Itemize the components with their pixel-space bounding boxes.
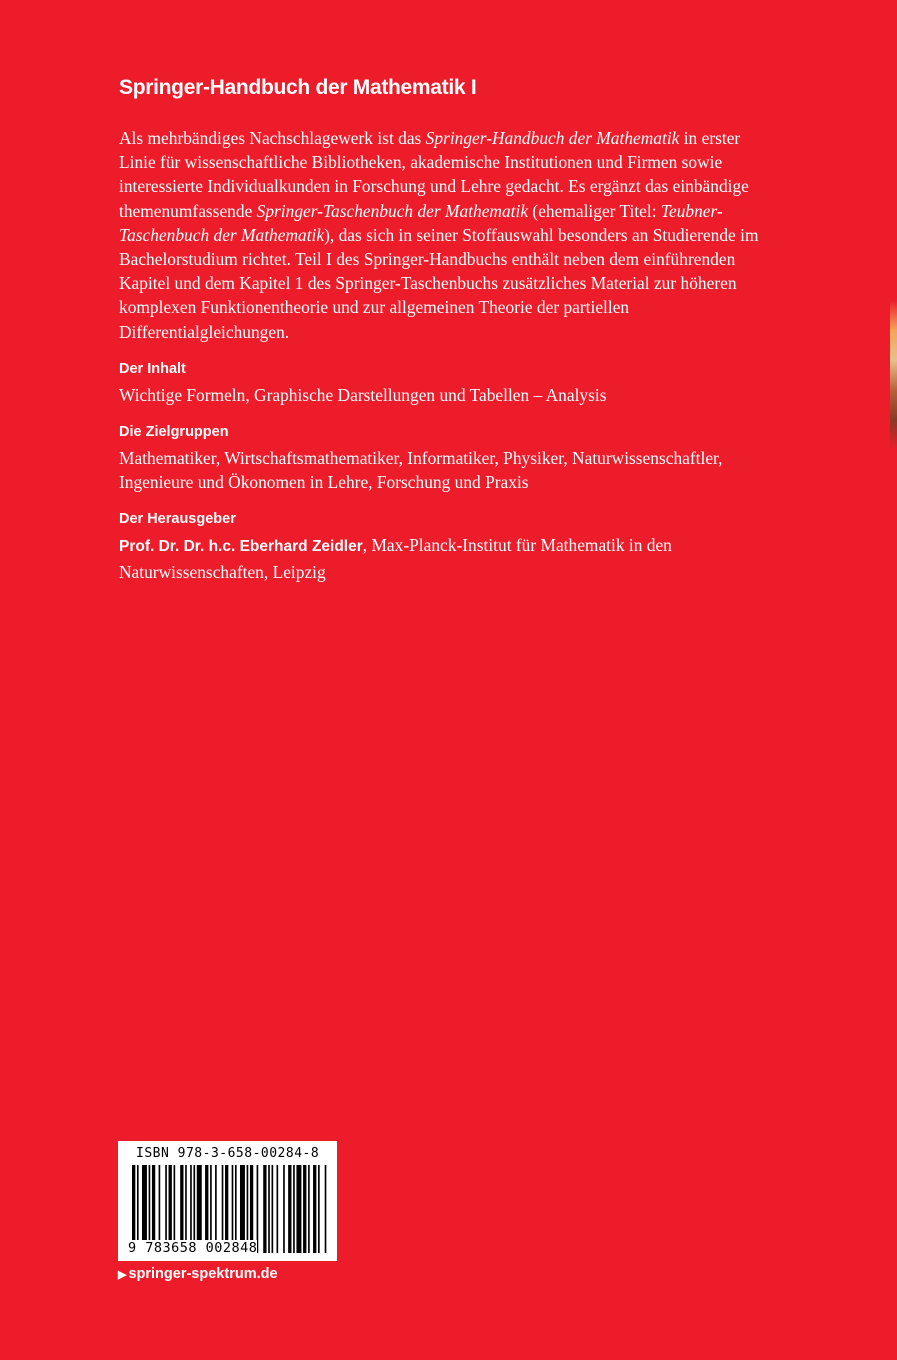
intro-text-2: in erster Linie für wissenschaftliche Bibliotheken, akademische Institutionen und Firmen sowie interessierte Individualkunden in Forschung und Lehre gedacht. Es ergänzt das einbändige themenumfassende: [119, 128, 749, 221]
intro-text-4: ), das sich in seiner Stoffauswahl besonders an Studierende im Bachelorstudium richtet. Teil I des Springer-Handbuchs enthält neben dem einführenden Kapitel und dem Kapitel 1 des Springer-Taschenbuchs zusätzliches Material zur höheren komplexen Funktionentheorie und zur allgemeinen Theorie der partiellen Differentialgleichungen.: [119, 224, 759, 342]
isbn-label: ISBN 978-3-658-00284-8: [136, 1146, 320, 1161]
intro-text-3: (ehemaliger Titel:: [528, 200, 661, 221]
intro-text-1: Als mehrbändiges Nachschlagewerk ist das: [119, 128, 426, 148]
barcode-bar: [318, 1165, 320, 1253]
section-zielgruppen: [119, 422, 779, 494]
barcode-bar: [283, 1165, 285, 1253]
section-herausgeber: [119, 509, 779, 583]
barcode-bar: [277, 1165, 279, 1253]
book-title: Springer-Handbuch der Mathematik I: [119, 76, 477, 99]
barcode-bar: [272, 1165, 274, 1253]
isbn-barcode: [118, 1141, 337, 1261]
intro-italic-3: Teubner-Taschenbuch der Mathematik: [119, 200, 723, 245]
back-cover-text: [119, 72, 779, 584]
section-heading-inhalt: Der Inhalt: [119, 360, 186, 377]
publisher-website[interactable]: [118, 1266, 278, 1282]
barcode-bar: [308, 1165, 310, 1253]
barcode-bar: [268, 1165, 270, 1253]
barcode-bar: [288, 1165, 291, 1253]
section-heading-herausgeber: Der Herausgeber: [119, 511, 236, 528]
barcode-bar: [325, 1165, 327, 1253]
intro-italic-2: Springer-Taschenbuch der Mathematik: [256, 200, 529, 221]
section-text-inhalt: Wichtige Formeln, Graphische Darstellungen und Tabellen – Analysis: [119, 384, 607, 405]
section-inhalt: [119, 359, 779, 407]
barcode-bar: [296, 1165, 301, 1253]
website-text: springer-spektrum.de: [128, 1266, 278, 1282]
cover-image-edge: [890, 0, 897, 1360]
intro-paragraph: [119, 126, 779, 344]
barcode-bar: [303, 1165, 306, 1253]
intro-italic-1: Springer-Handbuch der Mathematik: [425, 128, 680, 148]
barcode-bar: [263, 1165, 266, 1253]
editor-name: Prof. Dr. Dr. h.c. Eberhard Zeidler: [119, 538, 363, 556]
section-text-zielgruppen: Mathematiker, Wirtschaftsmathematiker, Informatiker, Physiker, Naturwissenschaftler, Ingenieure und Ökonomen in Lehre, Forschung und Praxis: [119, 448, 723, 493]
editor-affiliation: , Max-Planck-Institut für Mathematik in den Naturwissenschaften, Leipzig: [119, 535, 672, 582]
triangle-right-icon: ▶: [118, 1269, 127, 1281]
barcode-bar: [313, 1165, 316, 1253]
barcode-bar: [293, 1165, 295, 1253]
ean-digits: 9 783658 002848: [128, 1240, 258, 1256]
section-text-herausgeber: [119, 533, 779, 583]
section-heading-zielgruppen: Die Zielgruppen: [119, 424, 229, 441]
